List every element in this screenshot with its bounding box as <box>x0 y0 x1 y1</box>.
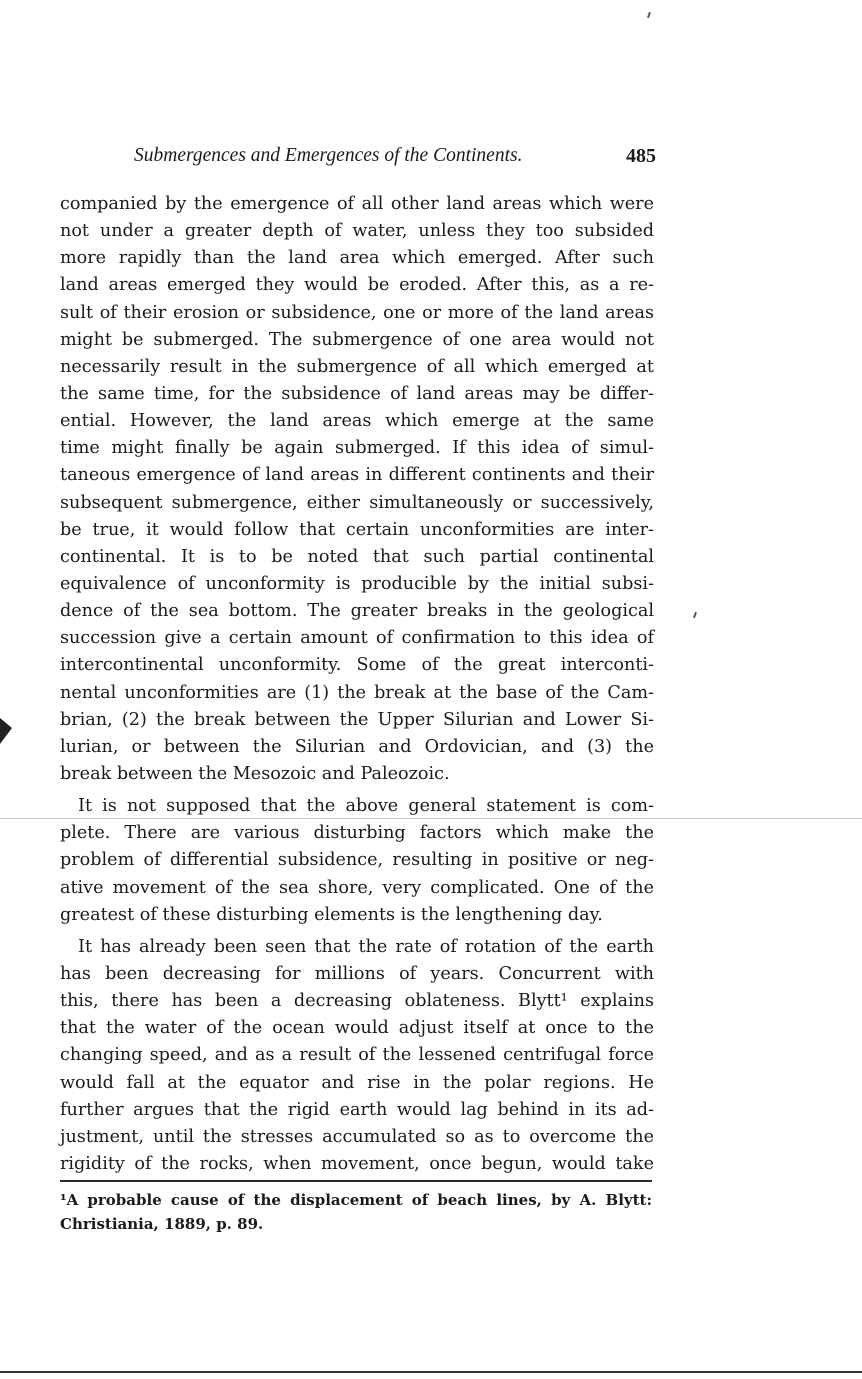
text-line: has been decreasing for millions of years. Concurrent with <box>60 963 654 984</box>
running-title: Submergences and Emergences of the Continents. <box>134 145 523 166</box>
text-line: lurian, or between the Silurian and Ordovician, and (3) the <box>60 736 654 757</box>
text-line: rigidity of the rocks, when movement, once begun, would take <box>60 1153 654 1174</box>
scan-speck <box>693 612 697 618</box>
margin-tab-mark <box>0 718 12 744</box>
text-line: necessarily result in the submergence of all which emerged at <box>60 356 654 377</box>
scan-fold-line <box>0 818 862 819</box>
text-line: more rapidly than the land area which emerged. After such <box>60 248 654 269</box>
paragraph-2 <box>60 793 654 929</box>
text-line: further argues that the rigid earth would lag behind in its ad- <box>60 1099 654 1120</box>
text-line: plete. There are various disturbing factors which make the <box>60 823 654 844</box>
text-line: break between the Mesozoic and Paleozoic. <box>60 763 450 784</box>
text-line: not under a greater depth of water, unless they too subsided <box>60 221 654 242</box>
text-line: justment, until the stresses accumulated so as to overcome the <box>60 1126 654 1147</box>
text-line: time might finally be again submerged. If this idea of simul- <box>60 438 654 459</box>
text-line: that the water of the ocean would adjust itself at once to the <box>60 1018 654 1039</box>
text-line: companied by the emergence of all other land areas which were <box>60 194 654 214</box>
footnote-divider <box>60 1180 652 1182</box>
text-line: might be submerged. The submergence of one area would not <box>60 329 654 350</box>
footnote-line: ¹A probable cause of the displacement of beach lines, by A. Blytt: <box>60 1191 652 1209</box>
text-line: problem of differential subsidence, resulting in positive or neg- <box>60 850 654 871</box>
text-line: succession give a certain amount of confirmation to this idea of <box>60 628 654 649</box>
page-number: 485 <box>626 145 656 167</box>
text-line: dence of the sea bottom. The greater breaks in the geological <box>60 601 654 622</box>
text-line: changing speed, and as a result of the lessened centrifugal force <box>60 1045 654 1066</box>
paragraph-3 <box>60 934 654 1178</box>
text-line: ative movement of the sea shore, very complicated. One of the <box>60 877 654 898</box>
text-line: continental. It is to be noted that such partial continental <box>60 546 654 567</box>
footnote <box>60 1188 652 1236</box>
text-line: would fall at the equator and rise in the polar regions. He <box>60 1072 654 1093</box>
text-line: ential. However, the land areas which emerge at the same <box>60 411 654 432</box>
page-header <box>60 145 656 175</box>
text-line: taneous emergence of land areas in different continents and their <box>60 465 654 486</box>
text-line: the same time, for the subsidence of land areas may be differ- <box>60 383 654 404</box>
paragraph-1 <box>60 191 654 788</box>
scan-speck <box>647 12 651 18</box>
footnote-line: Christiania, 1889, p. 89. <box>60 1215 264 1233</box>
text-line: nental unconformities are (1) the break at the base of the Cam- <box>60 682 654 703</box>
text-line: land areas emerged they would be eroded. After this, as a re- <box>60 275 654 296</box>
text-line: equivalence of unconformity is producible by the initial subsi- <box>60 573 654 594</box>
text-line: It has already been seen that the rate of rotation of the earth <box>78 936 654 957</box>
text-line: be true, it would follow that certain unconformities are inter- <box>60 519 654 540</box>
text-line: brian, (2) the break between the Upper Silurian and Lower Si- <box>60 709 654 730</box>
text-line: sult of their erosion or subsidence, one or more of the land areas <box>60 302 654 323</box>
text-line: greatest of these disturbing elements is the lengthening day. <box>60 904 603 925</box>
text-line: subsequent submergence, either simultaneously or successively, <box>60 492 654 513</box>
text-line: this, there has been a decreasing oblateness. Blytt¹ explains <box>60 991 654 1012</box>
text-line: It is not supposed that the above general statement is com- <box>78 796 654 817</box>
text-line: intercontinental unconformity. Some of the great interconti- <box>60 655 654 676</box>
body-text <box>60 191 654 1178</box>
page-bottom-edge <box>0 1371 862 1373</box>
